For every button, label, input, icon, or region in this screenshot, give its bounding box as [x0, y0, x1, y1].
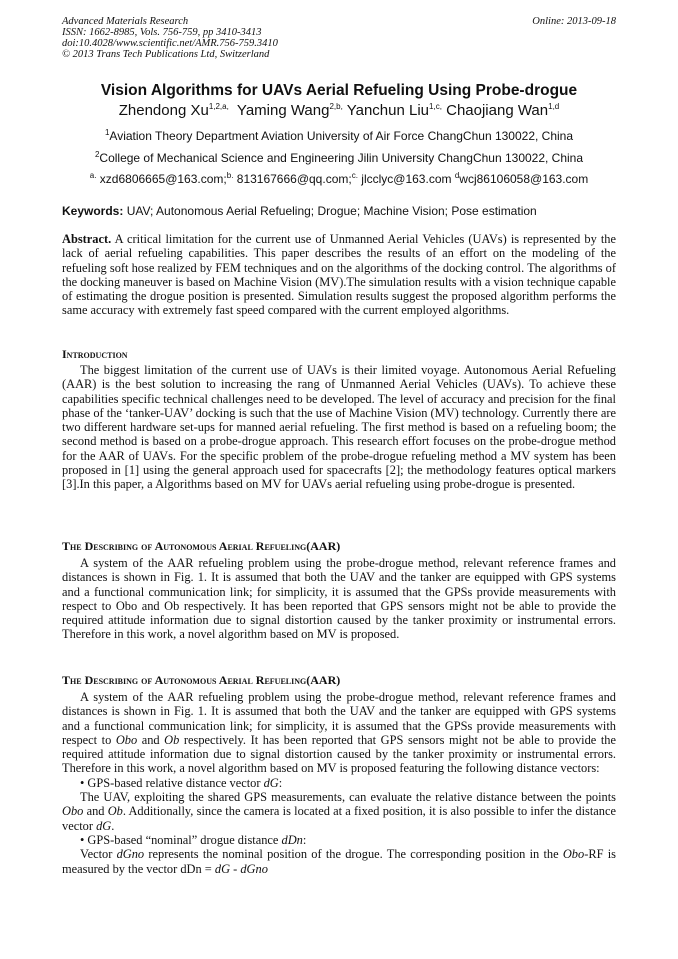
paragraph: A system of the AAR refueling problem using the probe-drogue method, relevant reference frames and distances is shown in Fig. 1. It is assumed that both the UAV and the tanker are equipped with GPS systems and a functional communication link; for simplicity, it is assumed that the GPSs provide measurements with respect to Obo and Ob respectively. It has been reported that GPS sensors might not be able to provide the required attitude information due to signal distortion caused by the tanker proximity or instrumental errors. Therefore in this work, a novel algorithm based on MV is proposed.: [62, 556, 616, 642]
affiliation-2: $^2$College of Mechanical Science and Engineering Jilin University ChangChun 130022, China: [94, 150, 584, 165]
paragraph: A system of the AAR refueling problem using the probe-drogue method, relevant reference frames and distances is shown in Fig. 1. It is assumed that both the UAV and the tanker are equipped with GPS systems and a functional communication link; for simplicity, it is assumed that the GPSs provide measurements with respect to Obo and Ob respectively. It has been reported that GPS sensors might not be able to provide the required attitude information due to signal distortion caused by the tanker proximity or instrumental errors. Therefore in this work, a novel algorithm based on MV is proposed featuring the following distance vectors:: [62, 690, 616, 776]
abstract-text: A critical limitation for the current use of Unmanned Aerial Vehicles (UAVs) is represented by the lack of aerial refueling capabilities. This paper describes the results of an effort on the modeling of the refueling soft hose realized by FEM techniques and on the algorithms of the docking control. The algorithms of the docking maneuver is based on Machine Vision (MV).The simulation results with a vision technique capable of estimating the drogue position is presented. Simulation results suggest the proposed algorithm performs the same accuracy with extremely fast speed compared with the current employed algorithms.: [62, 232, 617, 318]
section-heading-introduction: Introduction: [62, 347, 128, 361]
section-heading-aar: The Describing of Autonomous Aerial Refueling(AAR): [62, 539, 341, 553]
keywords: [62, 204, 622, 218]
issn-line: ISSN: 1662-8985, Vols. 756-759, pp 3410-3413: [62, 27, 262, 38]
abstract-label: Abstract.: [62, 232, 112, 246]
keywords-label: Keywords:: [62, 204, 124, 218]
section-heading-aar-2: The Describing of Autonomous Aerial Refueling(AAR): [62, 673, 341, 687]
journal-header: [62, 16, 616, 60]
email-line: $^{a.}$ xzd6806665@163.com;$^{b.}$ 813167666@qq.com;$^{c.}$ jlcclyc@163.com $^d$wcj86106058@163.com: [89, 171, 589, 186]
author-name: Chaojiang Wan: [446, 102, 549, 119]
author-name: Yanchun Liu: [346, 102, 430, 119]
introduction-body: [62, 363, 616, 492]
author-name: Yaming Wang: [236, 102, 330, 119]
paper-title: Vision Algorithms for UAVs Aerial Refueling Using Probe-drogue: [100, 82, 578, 99]
author-name: Zhendong Xu: [118, 102, 209, 119]
section-aar-2-body: [62, 690, 616, 876]
paragraph: The biggest limitation of the current use of UAVs is their limited voyage. Autonomous Aerial Refueling (AAR) is the best solution to increasing the rang of Unmanned Aerial Vehicles (UAVs). To achieve these capabilities specific technical challenges need to be developed. The level of accuracy and precision for the final phase of the ‘tanker-UAV’ docking is such that the use of Machine Vision (MV) technology. Currently there are two different hardware set-ups for manned aerial refueling. The first method is based on a refueling boom; the second method is based on a probe-drogue approach. This research effort focuses on the probe-drogue method for the AAR of UAVs. For the specific problem of the probe-drogue refueling method a MV system has been proposed in [1] using the general approach used for spacecrafts [2]; the methodology features optical markers [3].In this paper, a Algorithms based on MV for UAVs aerial refueling using probe-drogue is presented.: [62, 363, 616, 492]
journal-name: Advanced Materials Research: [62, 16, 189, 27]
abstract: [62, 232, 616, 318]
paragraph: The UAV, exploiting the shared GPS measurements, can evaluate the relative distance between the points Obo and Ob. Additionally, since the camera is located at a fixed position, it is also possible to infer the distance vector dG.: [62, 790, 616, 833]
paragraph: Vector dGno represents the nominal position of the drogue. The corresponding position in the Obo-RF is measured by the vector dDn = dG - dGno: [62, 847, 616, 876]
bullet-item: • GPS-based relative distance vector dG:: [80, 775, 283, 790]
bullet-item: • GPS-based “nominal” drogue distance dDn:: [80, 832, 307, 847]
keywords-text: UAV; Autonomous Aerial Refueling; Drogue; Machine Vision; Pose estimation: [126, 204, 537, 218]
affiliation-1: $^1$Aviation Theory Department Aviation University of Air Force ChangChun 130022, China: [104, 128, 574, 143]
doi-line: doi:10.4028/www.scientific.net/AMR.756-759.3410: [62, 38, 278, 49]
author-list: Zhendong $Xu^{1,2,a,}$ Yaming Wang$^{2,b,}$ Yanchun Liu$^{1,c,}$ Chaojiang Wan$^{1,d}$: [118, 102, 560, 119]
section-aar-body: [62, 556, 616, 642]
copyright-line: © 2013 Trans Tech Publications Ltd, Switzerland: [62, 49, 270, 60]
online-date: Online: 2013-09-18: [532, 16, 616, 27]
